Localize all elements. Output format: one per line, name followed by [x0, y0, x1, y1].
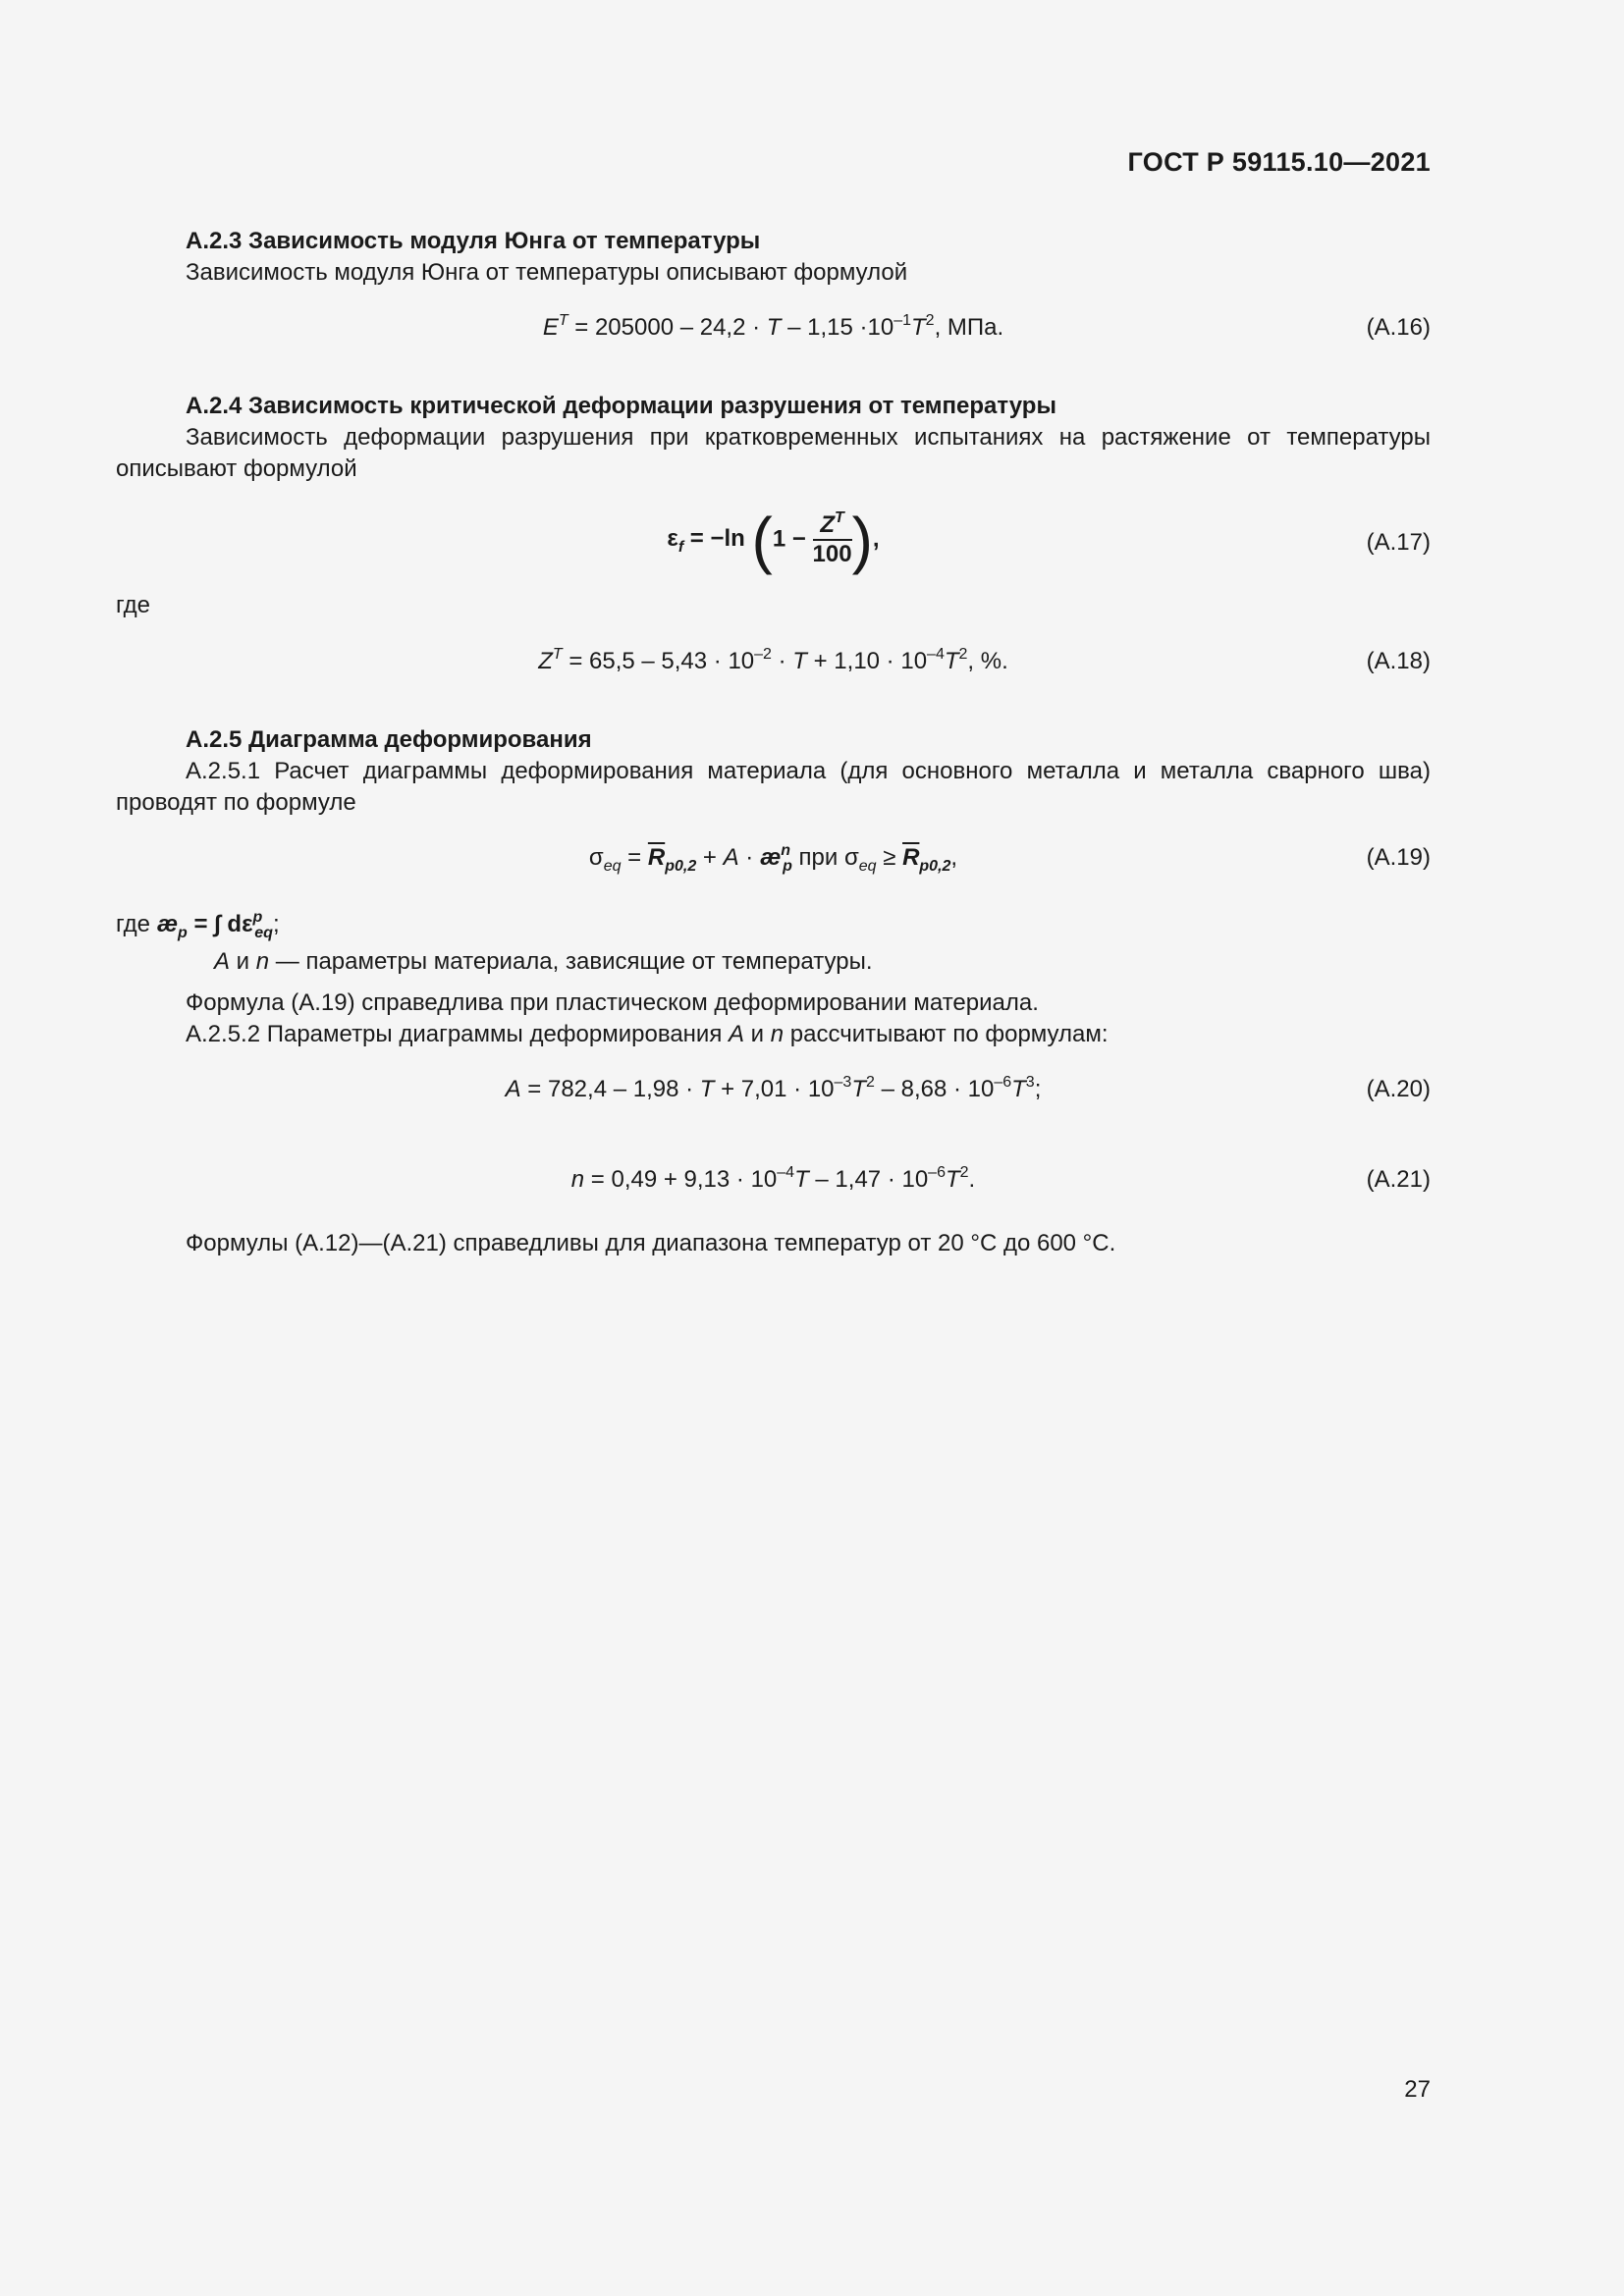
where-definition-ae: где $æ_p$ = ∫ $d\varepsilon^p_{eq}$; [116, 909, 280, 941]
section-a23-intro: Зависимость модуля Юнга от температуры описывают формулой [186, 259, 908, 286]
document-designation: ГОСТ Р 59115.10—2021 [1127, 147, 1431, 177]
formula-a17-number: (А.17) [1366, 529, 1431, 556]
formula-a18 [116, 648, 1431, 687]
formula-a20-expression: $A = 782,4 - 1,98 \cdot T + 7,01 \cdot 10^{-3}T^2 - 8,68 \cdot 10^{-6}T^3$; [505, 1074, 1042, 1102]
notes [116, 988, 1431, 1050]
right-paren: ) [851, 505, 873, 575]
formula-a18-expression: $Z^T = 65,5 - 5,43 \cdot 10^{-2} \cdot T + 1,10 \cdot 10^{-4}T^2$, %. [538, 646, 1008, 674]
page-number: 27 [1404, 2076, 1431, 2103]
formula-a20 [116, 1076, 1431, 1115]
section-a23-title: А.2.3 Зависимость модуля Юнга от температуры [186, 228, 761, 254]
left-paren: ( [751, 505, 773, 575]
params-line: A и n — параметры материала, зависящие от температуры. [214, 948, 873, 975]
formula-a21-expression: $n = 0,49 + 9,13 \cdot 10^{-4}T - 1,47 \cdot 10^{-6}T^2$. [570, 1164, 976, 1193]
fraction: $\frac{Z^T}{100}$ [812, 509, 852, 567]
formula-a20-number: (А.20) [1366, 1076, 1431, 1102]
formula-a16-expression: $E^T = 205000 - 24,2 \cdot T - 1,15 \cdot 10^{-1}T^2$, МПа. [542, 312, 1004, 341]
formula-a21-number: (А.21) [1366, 1166, 1431, 1193]
formula-a17-expression: $\varepsilon_f = -\ln$ (1 − $\frac{Z^T}{100}$ ), [667, 505, 880, 575]
section-a24-intro: Зависимость деформации разрушения при кратковременных испытаниях на растяжение от температуры описывают формулой [116, 424, 1431, 482]
section-a25-intro: А.2.5.1 Расчет диаграммы деформирования материала (для основного металла и металла сварного шва) проводят по формуле [116, 758, 1431, 816]
formula-a19-expression: $\sigma_{eq} = \overline{R}_{p0,2} + A$ · $æ^n_p$ при $\sigma_{eq} \ge \overline{R}_{p0,2}$, [588, 842, 958, 875]
formula-a19-number: (А.19) [1366, 844, 1431, 871]
where-label-1: где [116, 592, 151, 618]
final-note: Формулы (А.12)—(А.21) справедливы для диапазона температур от 20 °С до 600 °С. [186, 1230, 1116, 1256]
section-a24-title: А.2.4 Зависимость критической деформации разрушения от температуры [186, 393, 1056, 419]
formula-a17 [116, 505, 1431, 577]
section-a25-title: А.2.5 Диаграмма деформирования [186, 726, 592, 753]
formula-a21 [116, 1166, 1431, 1205]
note-1: Формула (А.19) справедлива при пластическом деформировании материала. [186, 989, 1039, 1016]
section-a23 [116, 226, 1431, 289]
formula-a16-number: (А.16) [1366, 314, 1431, 341]
section-a24 [116, 391, 1431, 485]
formula-a19 [116, 844, 1431, 883]
formula-a16 [116, 314, 1431, 353]
section-a25 [116, 724, 1431, 819]
formula-a18-number: (А.18) [1366, 648, 1431, 674]
note-2: А.2.5.2 Параметры диаграммы деформирования A и n рассчитывают по формулам: [186, 1021, 1109, 1047]
